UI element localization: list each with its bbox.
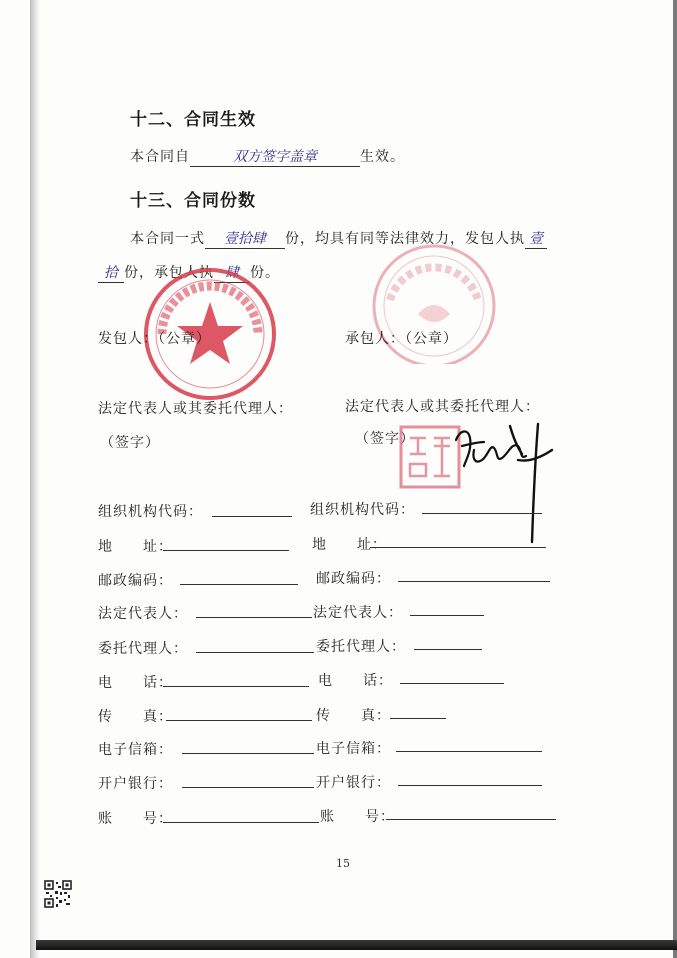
section-13-employer-copies-1: 壹 bbox=[525, 228, 547, 249]
right-field-email: 电子信箱： bbox=[316, 741, 391, 757]
employer-seal-label: 发包人：（公章） bbox=[98, 331, 211, 347]
right-field-bank-line bbox=[398, 785, 542, 786]
right-field-agent: 委托代理人： bbox=[316, 639, 406, 655]
right-field-phone-line bbox=[400, 683, 504, 684]
left-field-email-line bbox=[182, 753, 314, 754]
left-field-postcode: 邮政编码： bbox=[98, 573, 173, 589]
section-13-employer-copies-2: 拾 bbox=[98, 262, 124, 283]
section-12-heading: 十二、合同生效 bbox=[130, 110, 256, 130]
right-field-legal-rep-line bbox=[410, 615, 484, 616]
left-field-bank: 开户银行： bbox=[98, 776, 173, 792]
employer-rep-label: 法定代表人或其委托代理人： bbox=[98, 401, 293, 417]
right-field-bank: 开户银行： bbox=[316, 775, 391, 791]
left-field-account: 账 号： bbox=[98, 811, 173, 827]
right-field-address: 地 址： bbox=[312, 537, 387, 553]
section-12-body bbox=[130, 146, 405, 167]
right-field-postcode: 邮政编码： bbox=[316, 571, 391, 587]
right-field-account-line bbox=[386, 819, 556, 820]
right-field-fax: 传 真： bbox=[316, 708, 391, 724]
section-13-text-a: 本合同一式 bbox=[130, 231, 205, 247]
left-field-agent: 委托代理人： bbox=[98, 641, 188, 657]
right-field-postcode-line bbox=[398, 581, 550, 582]
section-13-heading: 十三、合同份数 bbox=[130, 191, 256, 211]
left-field-email: 电子信箱： bbox=[98, 742, 173, 758]
page-number: 15 bbox=[336, 857, 350, 870]
left-field-legal-rep-line bbox=[196, 617, 312, 618]
left-field-postcode-line bbox=[180, 584, 298, 585]
right-field-email-line bbox=[396, 751, 542, 752]
qr-code-icon bbox=[44, 880, 72, 908]
right-field-agent-line bbox=[414, 649, 482, 650]
right-field-address-line bbox=[370, 547, 546, 548]
employer-sign-label: （签字） bbox=[100, 435, 160, 451]
section-13-copies-total: 壹拾肆 bbox=[205, 228, 285, 249]
left-field-phone-line bbox=[163, 686, 309, 687]
left-field-org-code: 组织机构代码： bbox=[98, 504, 203, 520]
section-12-prefix: 本合同自 bbox=[130, 149, 190, 165]
left-field-address: 地 址： bbox=[98, 539, 173, 555]
contractor-rep-label: 法定代表人或其委托代理人： bbox=[345, 399, 540, 415]
left-field-fax: 传 真： bbox=[98, 709, 173, 725]
right-field-phone: 电 话： bbox=[318, 673, 393, 689]
left-field-account-line bbox=[163, 822, 319, 823]
right-field-account: 账 号： bbox=[320, 809, 395, 825]
left-field-org-code-line bbox=[212, 516, 292, 517]
contractor-sign-label: （签字） bbox=[355, 431, 415, 447]
handwritten-signature bbox=[448, 420, 558, 550]
section-13-contractor-copies: 肆 bbox=[214, 262, 250, 283]
right-field-fax-line bbox=[390, 718, 446, 719]
section-13-text-b: 份，均具有同等法律效力，发包人执 bbox=[285, 231, 525, 247]
left-field-legal-rep: 法定代表人： bbox=[98, 606, 188, 622]
section-13-text-d: 份。 bbox=[250, 265, 280, 281]
left-field-bank-line bbox=[182, 787, 314, 788]
contractor-seal-label: 承包人：（公章） bbox=[345, 331, 458, 347]
section-12-fill: 双方签字盖章 bbox=[190, 146, 360, 167]
page-edge-right bbox=[673, 0, 677, 958]
page-edge-bottom bbox=[36, 940, 677, 950]
section-12-suffix: 生效。 bbox=[360, 149, 405, 165]
right-field-org-code-line bbox=[422, 513, 542, 514]
left-field-address-line bbox=[163, 550, 289, 551]
right-field-org-code: 组织机构代码： bbox=[310, 502, 415, 518]
left-field-fax-line bbox=[166, 720, 312, 721]
binding-shadow-left bbox=[30, 0, 40, 958]
left-field-phone: 电 话： bbox=[98, 675, 173, 691]
section-13-text-c: 份，承包人执 bbox=[124, 265, 214, 281]
right-field-legal-rep: 法定代表人： bbox=[313, 605, 403, 621]
left-field-agent-line bbox=[196, 652, 314, 653]
